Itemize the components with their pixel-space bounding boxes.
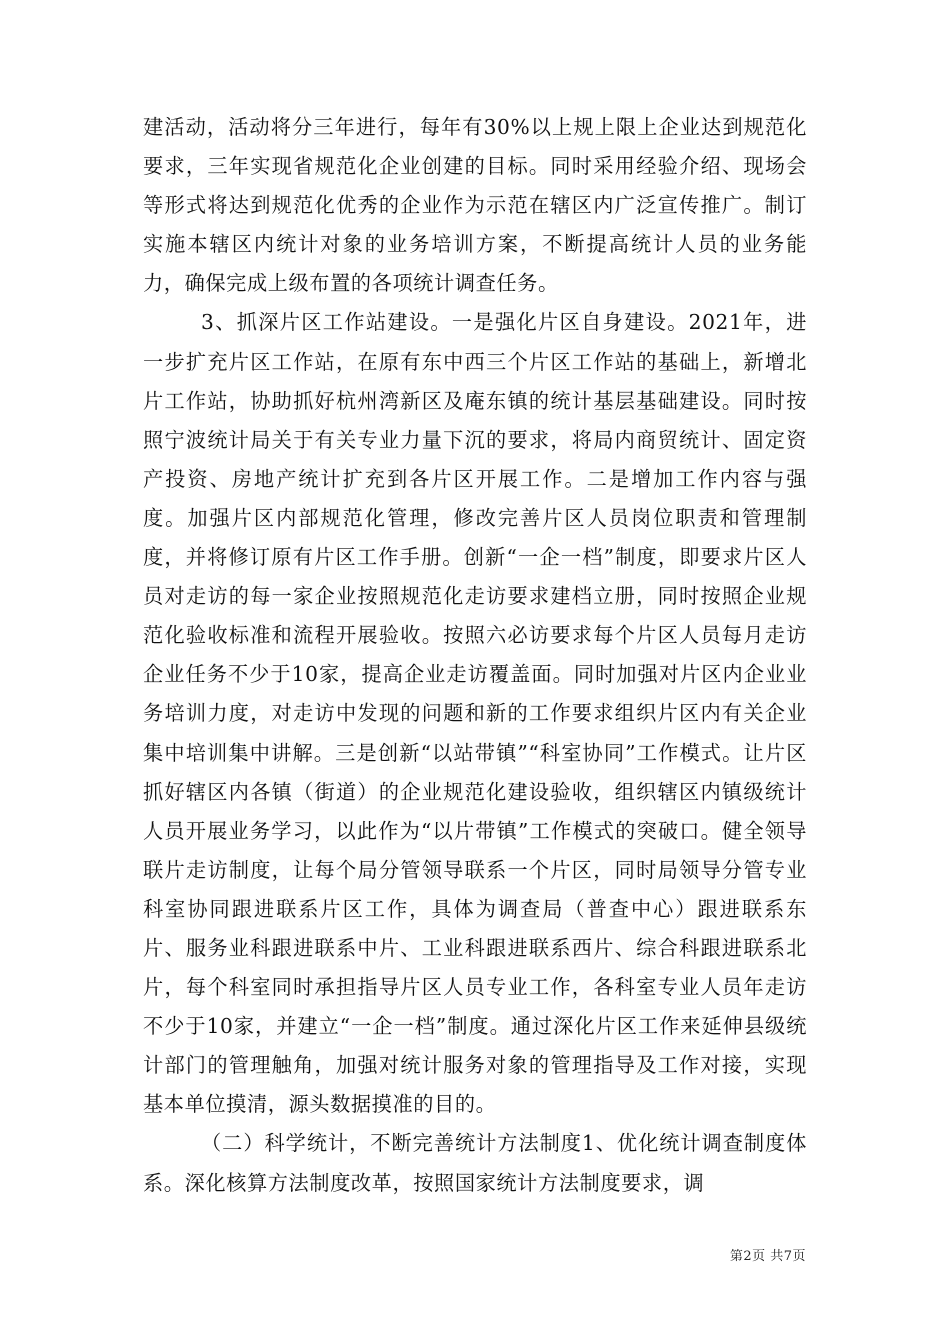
paragraph-continuation: 建活动，活动将分三年进行，每年有30%以上规上限上企业达到规范化要求，三年实现省规范化企业创建的目标。同时采用经验介绍、现场会等形式将达到规范化优秀的企业作为示范在辖区内广泛宣传推广。制订实施本辖区内统计对象的业务培训方案，不断提高统计人员的业务能力，确保完成上级布置的各项统计调查任务。 — [143, 115, 807, 296]
page-number: 第2页 共7页 — [729, 1249, 806, 1264]
document-body — [143, 108, 807, 1203]
paragraph-section-3: 3、抓深片区工作站建设。一是强化片区自身建设。2021年，进一步扩充片区工作站，在原有东中西三个片区工作站的基础上，新增北片工作站，协助抓好杭州湾新区及庵东镇的统计基层基础建设。同时按照宁波统计局关于有关专业力量下沉的要求，将局内商贸统计、固定资产投资、房地产统计扩充到各片区开展工作。二是增加工作内容与强度。加强片区内部规范化管理，修改完善片区人员岗位职责和管理制度，并将修订原有片区工作手册。创新“一企一档”制度，即要求片区人员对走访的每一家企业按照规范化走访要求建档立册，同时按照企业规范化验收标准和流程开展验收。按照六必访要求每个片区人员每月走访企业任务不少于10家，提高企业走访覆盖面。同时加强对片区内企业业务培训力度，对走访中发现的问题和新的工作要求组织片区内有关企业集中培训集中讲解。三是创新“以站带镇”“科室协同”工作模式。让片区抓好辖区内各镇（街道）的企业规范化建设验收，组织辖区内镇级统计人员开展业务学习，以此作为“以片带镇”工作模式的突破口。健全领导联片走访制度，让每个局分管领导联系一个片区，同时局领导分管专业科室协同跟进联系片区工作，具体为调查局（普查中心）跟进联系东片、服务业科跟进联系中片、工业科跟进联系西片、综合科跟进联系北片，每个科室同时承担指导片区人员专业工作，各科室专业人员年走访不少于10家，并建立“一企一档”制度。通过深化片区工作来延伸县级统计部门的管理触角，加强对统计服务对象的管理指导及工作对接，实现基本单位摸清，源头数据摸准的目的。 — [143, 310, 807, 1117]
paragraph-section-2: （二）科学统计，不断完善统计方法制度1、优化统计调查制度体系。深化核算方法制度改革，按照国家统计方法制度要求，调 — [143, 1131, 807, 1195]
